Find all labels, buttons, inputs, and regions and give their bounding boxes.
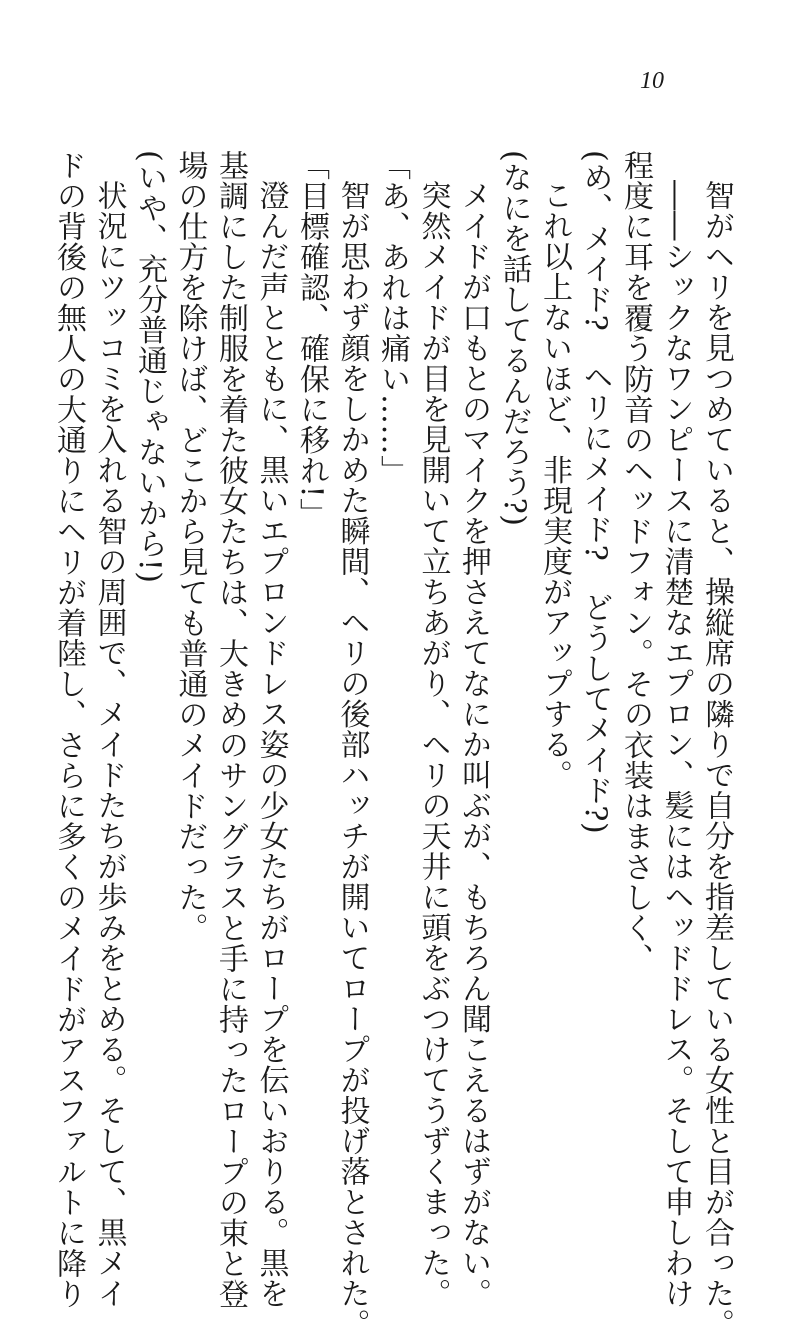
paragraph-line: 「目標確認、確保に移れ!」 <box>294 150 329 529</box>
paragraph-line: 状況にツッコミを入れる智の周囲で、メイドたちが歩みをとめる。そして、黒メイ <box>91 180 127 1309</box>
paragraph-line: 基調にした制服を着た彼女たちは、大きめのサングラスと手に持ったロープの束と登 <box>213 150 248 1309</box>
paragraph-line: 澄んだ声とともに、黒いエプロンドレス姿の少女たちがロープを伝いおりる。黒を <box>253 180 289 1309</box>
paragraph-line: ドの背後の無人の大通りにヘリが着陸し、さらに多くのメイドがアスファルトに降り <box>51 150 86 1309</box>
paragraph-line: ――シックなワンピースに清楚なエプロン、髪にはヘッドドレス。そして申しわけ <box>658 180 694 1309</box>
page-number: 10 <box>640 68 664 94</box>
paragraph-line: メイドが口もとのマイクを押さえてなにか叫ぶが、もちろん聞こえるはずがない。 <box>456 180 491 1309</box>
paragraph-line: 智が思わず顔をしかめた瞬間、ヘリの後部ハッチが開いてロープが投げ落とされた。 <box>334 180 370 1339</box>
paragraph-line: (なにを話してるんだろう?) <box>496 150 532 527</box>
paragraph-line: 智がヘリを見つめていると、操縦席の隣りで自分を指差している女性と目が合った。 <box>699 180 734 1339</box>
paragraph-line: 程度に耳を覆う防音のヘッドフォン。その衣装はまさしく、 <box>618 150 653 974</box>
paragraph-line: (いや、充分普通じゃないから!) <box>132 150 167 584</box>
paragraph-line: 場の仕方を除けば、どこから見ても普通のメイドだった。 <box>172 150 208 943</box>
paragraph-line: これ以上ないほど、非現実度がアップする。 <box>537 180 572 790</box>
paragraph-line: 「あ、あれは痛い……」 <box>375 150 410 486</box>
body-text <box>48 150 737 1339</box>
paragraph-line: 突然メイドが目を見開いて立ちあがり、ヘリの天井に頭をぶつけてうずくまった。 <box>415 180 451 1309</box>
paragraph-line: (め、メイド? ヘリにメイド? どうしてメイド?) <box>577 150 613 835</box>
